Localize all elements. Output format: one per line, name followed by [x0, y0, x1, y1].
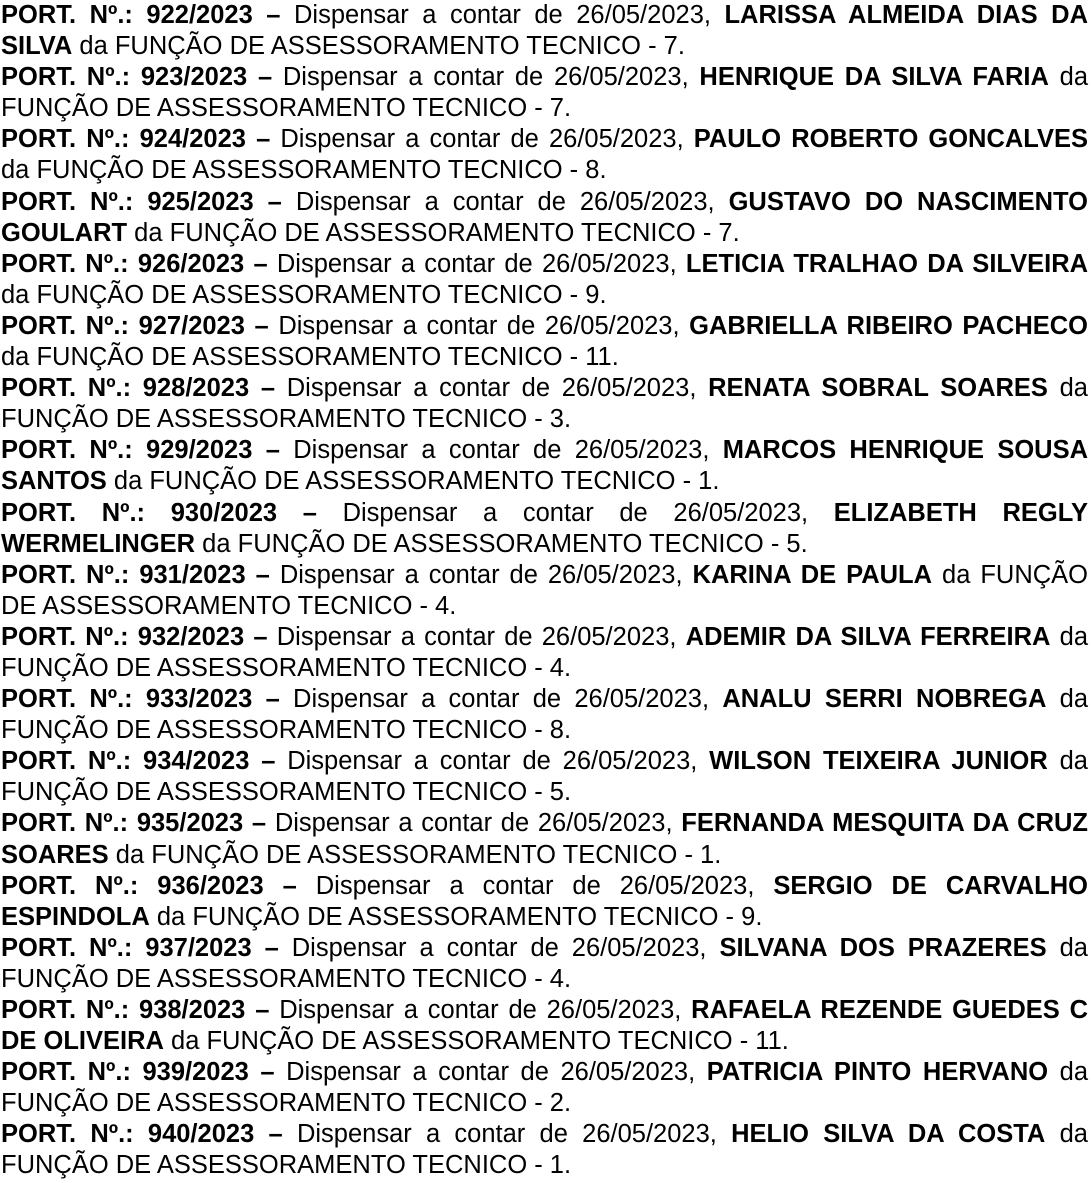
dash: –	[253, 249, 268, 278]
function-text: da FUNÇÃO DE ASSESSORAMENTO TECNICO - 8.	[1, 156, 607, 185]
function-text: da FUNÇÃO DE ASSESSORAMENTO TECNICO - 2.	[1, 1058, 1089, 1118]
dash: –	[266, 1, 281, 29]
dash: –	[261, 747, 276, 776]
action-text: Dispensar a contar de 26/05/2023,	[287, 747, 698, 776]
portaria-entry	[1, 684, 1088, 746]
function-text: da FUNÇÃO DE ASSESSORAMENTO TECNICO - 4.	[1, 622, 1089, 682]
dash: –	[251, 809, 267, 838]
function-text: da FUNÇÃO DE ASSESSORAMENTO TECNICO - 7.	[79, 32, 685, 61]
action-text: Dispensar a contar de 26/05/2023,	[274, 809, 673, 838]
action-text: Dispensar a contar de 26/05/2023,	[279, 560, 683, 589]
portaria-number: PORT. Nº.: 933/2023	[1, 685, 253, 714]
dash: –	[254, 311, 269, 340]
employee-name: ANALU SERRI NOBREGA	[722, 685, 1047, 714]
portaria-entry	[1, 622, 1088, 684]
portaria-entry	[1, 435, 1088, 497]
employee-name: GABRIELLA RIBEIRO PACHECO	[689, 311, 1089, 340]
action-text: Dispensar a contar de 26/05/2023,	[286, 374, 697, 403]
action-text: Dispensar a contar de 26/05/2023,	[315, 871, 755, 900]
employee-name: ELIZABETH REGLY WERMELINGER	[1, 498, 1088, 558]
portaria-number: PORT. Nº.: 932/2023	[1, 622, 245, 651]
portaria-entry	[1, 746, 1088, 808]
portaria-entry	[1, 187, 1088, 249]
dash: –	[268, 1120, 283, 1149]
employee-name: MARCOS HENRIQUE SOUSA SANTOS	[1, 436, 1089, 496]
portaria-entry	[1, 995, 1088, 1057]
portaria-entry	[1, 871, 1088, 933]
portaria-entry	[1, 1057, 1088, 1119]
action-text: Dispensar a contar de 26/05/2023,	[282, 63, 689, 92]
dash: –	[253, 622, 268, 651]
portaria-number: PORT. Nº.: 926/2023	[1, 249, 245, 278]
portaria-entry	[1, 498, 1088, 560]
action-text: Dispensar a contar de 26/05/2023,	[286, 1058, 696, 1087]
dash: –	[267, 187, 282, 216]
employee-name: HENRIQUE DA SILVA FARIA	[699, 63, 1049, 92]
function-text: da FUNÇÃO DE ASSESSORAMENTO TECNICO - 4.	[1, 933, 1088, 993]
dash: –	[260, 1058, 275, 1087]
function-text: da FUNÇÃO DE ASSESSORAMENTO TECNICO - 5.	[1, 747, 1088, 807]
employee-name: RAFAELA REZENDE GUEDES C DE OLIVEIRA	[1, 996, 1088, 1056]
employee-name: RENATA SOBRAL SOARES	[708, 374, 1048, 403]
portaria-number: PORT. Nº.: 935/2023	[1, 809, 244, 838]
function-text: da FUNÇÃO DE ASSESSORAMENTO TECNICO - 4.	[1, 560, 1089, 620]
portaria-number: PORT. Nº.: 925/2023	[1, 187, 254, 216]
function-text: da FUNÇÃO DE ASSESSORAMENTO TECNICO - 8.	[1, 685, 1089, 745]
portaria-number: PORT. Nº.: 931/2023	[1, 560, 246, 589]
employee-name: PATRICIA PINTO HERVANO	[706, 1058, 1049, 1087]
portaria-number: PORT. Nº.: 937/2023	[1, 933, 252, 962]
function-text: da FUNÇÃO DE ASSESSORAMENTO TECNICO - 7.	[134, 218, 740, 247]
dash: –	[265, 685, 280, 714]
employee-name: GUSTAVO DO NASCIMENTO GOULART	[1, 187, 1088, 247]
portaria-entry	[1, 311, 1088, 373]
portaria-number: PORT. Nº.: 923/2023	[1, 63, 248, 92]
action-text: Dispensar a contar de 26/05/2023,	[276, 622, 677, 651]
employee-name: LARISSA ALMEIDA DIAS DA SILVA	[1, 1, 1089, 61]
function-text: da FUNÇÃO DE ASSESSORAMENTO TECNICO - 7.	[1, 63, 1089, 123]
portaria-entry	[1, 249, 1088, 311]
function-text: da FUNÇÃO DE ASSESSORAMENTO TECNICO - 9.	[156, 902, 763, 931]
portaria-number: PORT. Nº.: 930/2023	[1, 498, 278, 527]
portaria-entry	[1, 1119, 1088, 1181]
portaria-number: PORT. Nº.: 940/2023	[1, 1120, 255, 1149]
portaria-entry	[1, 808, 1088, 870]
action-text: Dispensar a contar de 26/05/2023,	[278, 311, 680, 340]
portaria-entry	[1, 933, 1088, 995]
portaria-entry	[1, 373, 1088, 435]
function-text: da FUNÇÃO DE ASSESSORAMENTO TECNICO - 5.	[202, 529, 808, 558]
employee-name: HELIO SILVA DA COSTA	[731, 1120, 1046, 1149]
action-text: Dispensar a contar de 26/05/2023,	[276, 249, 677, 278]
action-text: Dispensar a contar de 26/05/2023,	[293, 436, 710, 465]
portaria-number: PORT. Nº.: 936/2023	[1, 871, 264, 900]
employee-name: LETICIA TRALHAO DA SILVEIRA	[685, 249, 1089, 278]
employee-name: PAULO ROBERTO GONCALVES	[693, 125, 1088, 154]
employee-name: SERGIO DE CARVALHO ESPINDOLA	[1, 871, 1089, 931]
portaria-number: PORT. Nº.: 927/2023	[1, 311, 245, 340]
action-text: Dispensar a contar de 26/05/2023,	[295, 187, 715, 216]
function-text: da FUNÇÃO DE ASSESSORAMENTO TECNICO - 11.	[1, 343, 619, 372]
dash: –	[260, 374, 276, 403]
portaria-entry	[1, 0, 1088, 62]
action-text: Dispensar a contar de 26/05/2023,	[296, 1120, 717, 1149]
action-text: Dispensar a contar de 26/05/2023,	[293, 685, 710, 714]
dash: –	[255, 560, 270, 589]
portaria-number: PORT. Nº.: 934/2023	[1, 747, 250, 776]
function-text: da FUNÇÃO DE ASSESSORAMENTO TECNICO - 1.	[115, 840, 722, 869]
employee-name: WILSON TEIXEIRA JUNIOR	[709, 747, 1048, 776]
action-text: Dispensar a contar de 26/05/2023,	[279, 996, 682, 1024]
portaria-entry	[1, 560, 1088, 622]
employee-name: FERNANDA MESQUITA DA CRUZ SOARES	[1, 809, 1089, 869]
dash: –	[257, 63, 273, 92]
employee-name: SILVANA DOS PRAZERES	[719, 933, 1047, 962]
portaria-number: PORT. Nº.: 924/2023	[1, 125, 246, 154]
employee-name: KARINA DE PAULA	[692, 560, 933, 589]
portaria-number: PORT. Nº.: 938/2023	[1, 996, 246, 1024]
function-text: da FUNÇÃO DE ASSESSORAMENTO TECNICO - 1.	[1, 1120, 1088, 1180]
portaria-number: PORT. Nº.: 929/2023	[1, 436, 253, 465]
portaria-number: PORT. Nº.: 939/2023	[1, 1058, 249, 1087]
dash: –	[282, 871, 297, 900]
portaria-number: PORT. Nº.: 928/2023	[1, 374, 250, 403]
function-text: da FUNÇÃO DE ASSESSORAMENTO TECNICO - 3.	[1, 374, 1088, 434]
action-text: Dispensar a contar de 26/05/2023,	[294, 1, 711, 29]
action-text: Dispensar a contar de 26/05/2023,	[280, 125, 684, 154]
portaria-entry	[1, 62, 1088, 124]
portaria-entry	[1, 124, 1088, 186]
function-text: da FUNÇÃO DE ASSESSORAMENTO TECNICO - 11.	[171, 1027, 789, 1056]
employee-name: ADEMIR DA SILVA FERREIRA	[685, 622, 1051, 651]
function-text: da FUNÇÃO DE ASSESSORAMENTO TECNICO - 1.	[113, 467, 720, 496]
action-text: Dispensar a contar de 26/05/2023,	[342, 498, 809, 527]
dash: –	[302, 498, 317, 527]
dash: –	[265, 436, 280, 465]
action-text: Dispensar a contar de 26/05/2023,	[291, 933, 707, 962]
function-text: da FUNÇÃO DE ASSESSORAMENTO TECNICO - 9.	[1, 280, 607, 309]
portaria-number: PORT. Nº.: 922/2023	[1, 1, 253, 29]
dash: –	[264, 933, 279, 962]
dash: –	[256, 125, 271, 154]
dash: –	[255, 996, 270, 1024]
